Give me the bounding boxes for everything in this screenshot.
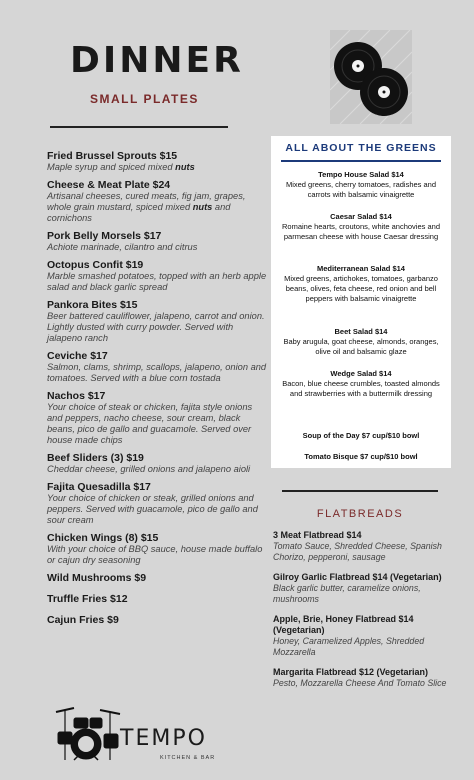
greens-panel bbox=[271, 136, 451, 468]
flatbread-name: Apple, Brie, Honey Flatbread $14 (Vegetarian) bbox=[273, 614, 414, 635]
flatbread-item bbox=[273, 572, 453, 605]
salad-item bbox=[277, 369, 445, 399]
logo-subtext: KITCHEN & BAR bbox=[160, 755, 216, 761]
menu-item-desc: With your choice of BBQ sauce, house made buffalo or cajun dry seasoning bbox=[47, 544, 263, 565]
salad-name: Mediterranean Salad $14 bbox=[317, 264, 405, 273]
menu-item-name: Pork Belly Morsels $17 bbox=[47, 230, 162, 242]
soup-name: Soup of the Day $7 cup/$10 bowl bbox=[302, 431, 420, 440]
salad-item bbox=[277, 212, 445, 242]
salad-name: Caesar Salad $14 bbox=[330, 212, 392, 221]
menu-item-desc: Your choice of steak or chicken, fajita style onions and peppers, nacho cheese, sour cream, black beans, pico de gallo and guacamole. Served over house made chips bbox=[47, 402, 253, 445]
menu-item-name: Wild Mushrooms $9 bbox=[47, 572, 147, 584]
soup-item bbox=[277, 431, 445, 441]
flatbreads-list bbox=[273, 530, 453, 698]
menu-item-desc: Beer battered cauliflower, jalapeno, carrot and onion. Lightly dusted with curry powder. Served with jalapeno ranch bbox=[47, 311, 265, 343]
menu-item bbox=[47, 350, 267, 384]
flatbread-name: Gilroy Garlic Flatbread $14 (Vegetarian) bbox=[273, 572, 442, 582]
divider bbox=[281, 160, 441, 162]
salad-name: Tempo House Salad $14 bbox=[318, 170, 404, 179]
flatbread-name: 3 Meat Flatbread $14 bbox=[273, 530, 362, 540]
menu-item-name: Ceviche $17 bbox=[47, 350, 108, 362]
drum-kit-icon bbox=[52, 704, 124, 764]
menu-item-desc: Achiote marinade, cilantro and citrus bbox=[47, 242, 198, 252]
menu-item-name: Nachos $17 bbox=[47, 390, 106, 402]
menu-item-name: Fajita Quesadilla $17 bbox=[47, 481, 151, 493]
menu-item-desc: Your choice of chicken or steak, grilled onions and peppers. Served with guacamole, pico de gallo and sour cream bbox=[47, 493, 258, 525]
logo bbox=[52, 704, 232, 764]
logo-text: TEMPO bbox=[120, 726, 207, 751]
menu-item-name: Cheese & Meat Plate $24 bbox=[47, 179, 171, 191]
salad-desc: Bacon, blue cheese crumbles, toasted almonds and strawberries with a buttermilk dressing bbox=[282, 379, 440, 398]
vinyl-records-icon bbox=[330, 30, 412, 124]
salad-name: Wedge Salad $14 bbox=[330, 369, 392, 378]
menu-item-desc: Artisanal cheeses, cured meats, fig jam, grapes, whole grain mustard, spiced mixed nuts and cornichons bbox=[47, 191, 246, 223]
menu-item bbox=[47, 572, 267, 584]
divider bbox=[50, 126, 228, 128]
menu-item bbox=[47, 259, 267, 293]
menu-item-name: Beef Sliders (3) $19 bbox=[47, 452, 144, 464]
menu-item bbox=[47, 390, 267, 446]
menu-item-name: Cajun Fries $9 bbox=[47, 614, 119, 626]
salad-desc: Mixed greens, artichokes, tomatoes, garbanzo beans, olives, feta cheese, red onion and bell peppers with balsamic vinaigrette bbox=[284, 274, 438, 303]
page-title: DINNER bbox=[70, 40, 244, 81]
salad-item bbox=[277, 264, 445, 304]
flatbreads-title: FLATBREADS bbox=[316, 508, 404, 520]
menu-item bbox=[47, 150, 267, 173]
salad-item bbox=[277, 327, 445, 357]
flatbread-desc: Pesto, Mozzarella Cheese And Tomato Slice bbox=[273, 678, 447, 688]
small-plates-list bbox=[47, 150, 267, 632]
menu-item bbox=[47, 179, 267, 224]
divider bbox=[282, 490, 438, 492]
flatbread-desc: Tomato Sauce, Shredded Cheese, Spanish Chorizo, pepperoni, sausage bbox=[273, 541, 442, 562]
salad-desc: Romaine hearts, croutons, white anchovies and parmesan cheese with house Caesar dressing bbox=[281, 222, 440, 241]
menu-item-desc: Salmon, clams, shrimp, scallops, jalapeno, onion and tomatoes. Served with a blue corn tostada bbox=[47, 362, 267, 383]
menu-item-desc: Maple syrup and spiced mixed nuts bbox=[47, 162, 195, 172]
salad-item bbox=[277, 170, 445, 200]
salad-desc: Baby arugula, goat cheese, almonds, oranges, olive oil and balsamic glaze bbox=[283, 337, 439, 356]
menu-item-desc: Cheddar cheese, grilled onions and jalapeno aioli bbox=[47, 464, 251, 474]
menu-item-name: Pankora Bites $15 bbox=[47, 299, 138, 311]
flatbread-desc: Black garlic butter, caramelize onions, mushrooms bbox=[273, 583, 421, 604]
salad-name: Beet Salad $14 bbox=[334, 327, 388, 336]
menu-item bbox=[47, 532, 267, 566]
menu-item bbox=[47, 593, 267, 605]
menu-item-name: Chicken Wings (8) $15 bbox=[47, 532, 159, 544]
flatbread-item bbox=[273, 530, 453, 563]
menu-item-desc: Marble smashed potatoes, topped with an herb apple salad and black garlic spread bbox=[47, 271, 267, 292]
section-subtitle: SMALL PLATES bbox=[90, 92, 199, 106]
greens-title: ALL ABOUT THE GREENS bbox=[285, 142, 437, 154]
flatbread-item bbox=[273, 667, 453, 689]
menu-item-name: Truffle Fries $12 bbox=[47, 593, 128, 605]
menu-item bbox=[47, 614, 267, 626]
menu-item-name: Octopus Confit $19 bbox=[47, 259, 144, 271]
menu-item bbox=[47, 452, 267, 475]
soup-name: Tomato Bisque $7 cup/$10 bowl bbox=[304, 452, 418, 461]
flatbread-desc: Honey, Caramelized Apples, Shredded Mozzarella bbox=[273, 636, 425, 657]
menu-item bbox=[47, 481, 267, 526]
menu-item-name: Fried Brussel Sprouts $15 bbox=[47, 150, 178, 162]
flatbread-name: Margarita Flatbread $12 (Vegetarian) bbox=[273, 667, 429, 677]
flatbread-item bbox=[273, 614, 453, 658]
soup-item bbox=[277, 452, 445, 462]
salad-desc: Mixed greens, cherry tomatoes, radishes and carrots with balsamic vinaigrette bbox=[285, 180, 437, 199]
menu-item bbox=[47, 299, 267, 344]
menu-item bbox=[47, 230, 267, 253]
